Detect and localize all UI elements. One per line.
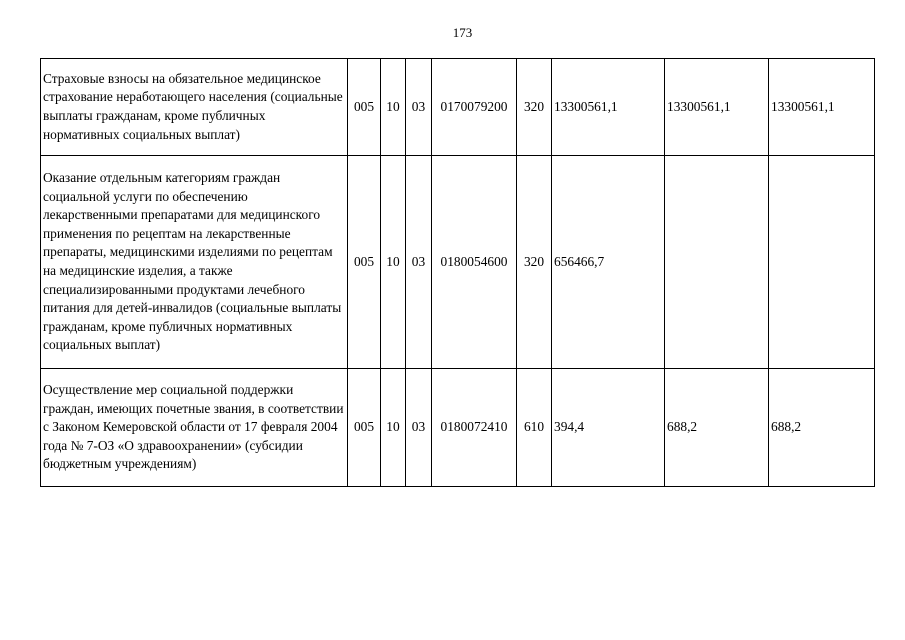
expense-type-code: 610 [517,369,552,487]
table-row [41,59,875,156]
target-article-code: 0180054600 [432,156,517,369]
section-code: 10 [381,156,406,369]
section-code: 10 [381,369,406,487]
amount-year-3 [769,156,875,369]
amount-year-1: 656466,7 [552,156,665,369]
ministry-code: 005 [348,369,381,487]
amount-year-1: 394,4 [552,369,665,487]
amount-year-3: 13300561,1 [769,59,875,156]
subsection-code: 03 [406,156,432,369]
expense-type-code: 320 [517,156,552,369]
section-code: 10 [381,59,406,156]
row-name: Осуществление мер социальной поддержки граждан, имеющих почетные звания, в соответствии с Законом Кемеровской области от 17 февраля 2004 года № 7-ОЗ «О здравоохранении» (субсидии бюджетным учреждениям) [41,369,348,487]
row-name: Страховые взносы на обязательное медицинское страхование неработающего населения (социальные выплаты гражданам, кроме публичных нормативных социальных выплат) [41,59,348,156]
subsection-code: 03 [406,369,432,487]
table-row [41,369,875,487]
page-number: 173 [452,25,473,40]
ministry-code: 005 [348,156,381,369]
target-article-code: 0170079200 [432,59,517,156]
amount-year-3: 688,2 [769,369,875,487]
target-article-code: 0180072410 [432,369,517,487]
row-name: Оказание отдельным категориям граждан социальной услуги по обеспечению лекарственными препаратами для медицинского применения по рецептам на лекарственные препараты, медицинскими изделиями по рецептам на медицинские изделия, а также специализированными продуктами лечебного питания для детей-инвалидов (социальные выплаты гражданам, кроме публичных нормативных социальных выплат) [41,156,348,369]
amount-year-1: 13300561,1 [552,59,665,156]
budget-table [40,58,875,487]
amount-year-2 [665,156,769,369]
table-row [41,156,875,369]
amount-year-2: 13300561,1 [665,59,769,156]
subsection-code: 03 [406,59,432,156]
expense-type-code: 320 [517,59,552,156]
ministry-code: 005 [348,59,381,156]
amount-year-2: 688,2 [665,369,769,487]
